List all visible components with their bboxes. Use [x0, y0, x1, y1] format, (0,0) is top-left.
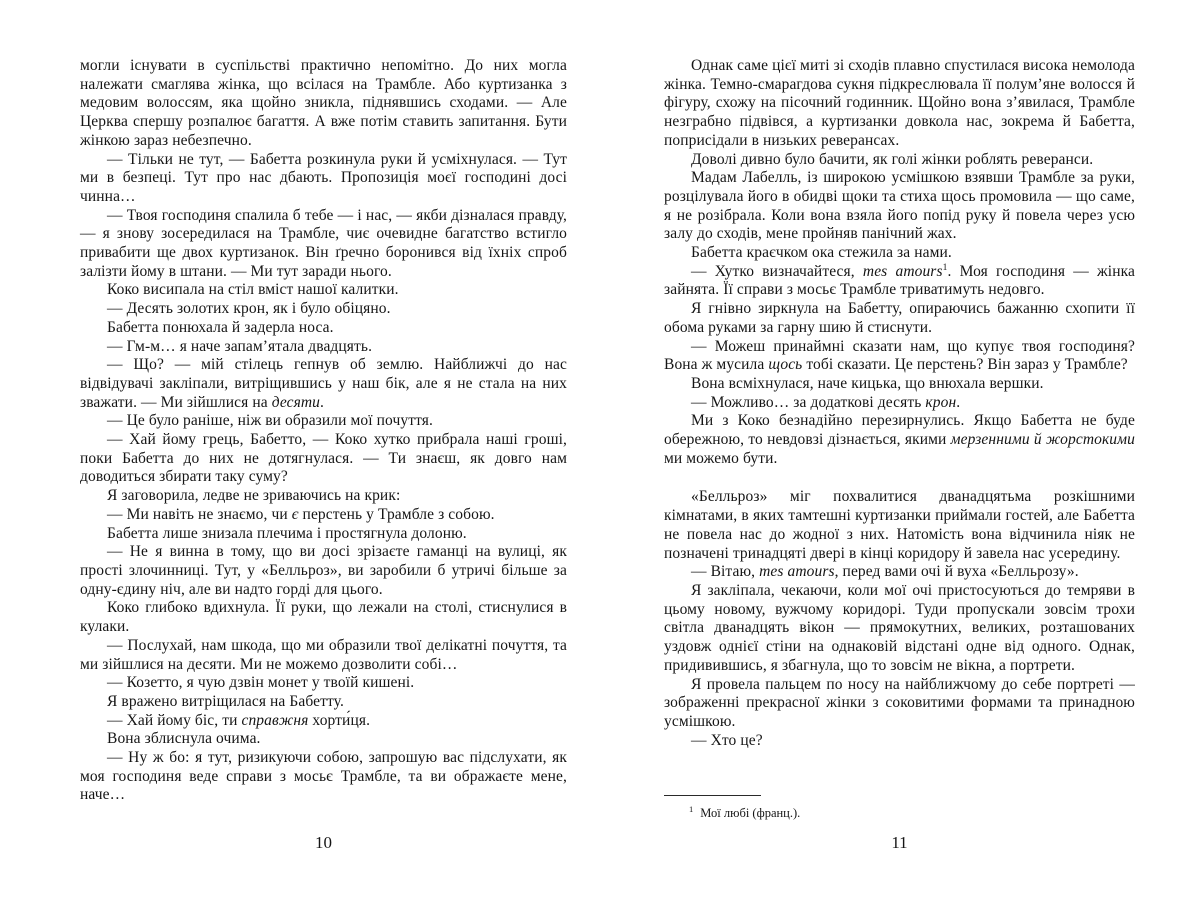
text-segment: . Моя господиня — жінка зайнята. Її справи з мосьє Трамбле триватимуть недовго.: [664, 262, 1135, 299]
paragraph: [80, 338, 567, 357]
left-page-text-column: [80, 57, 567, 805]
text-segment: Ми з Коко безнадійно перезирнулись. Якщо Бабетта не буде обережною, то невдовзі дізнається, якими: [664, 412, 1135, 449]
emphasis-text: mes amours: [862, 262, 943, 280]
text-segment: ми можемо бути.: [664, 449, 778, 467]
text-segment: Я вражено витріщилася на Бабетту.: [107, 692, 344, 710]
text-segment: тобі сказати. Це перстень? Він зараз у Трамбле?: [802, 356, 1128, 374]
text-segment: — Гм-м… я наче запам’ятала двадцять.: [107, 337, 373, 355]
paragraph: [80, 749, 567, 805]
right-page-text-column: [664, 57, 1135, 750]
footnote-text: Мої любі (франц.).: [700, 806, 801, 820]
paragraph: [664, 582, 1135, 676]
paragraph: [80, 730, 567, 749]
text-segment: Коко глибоко вдихнула. Її руки, що лежали на столі, стиснулися в кулаки.: [80, 599, 567, 636]
paragraph: [80, 487, 567, 506]
paragraph: [664, 676, 1135, 732]
text-segment: Бабетта понюхала й задерла носа.: [107, 318, 334, 336]
paragraph: [80, 356, 567, 412]
text-segment: Мадам Лабелль, із широкою усмішкою взявши Трамбле за руки, розцілувала його в обидві щоки та стиха щось промовила — що саме, я не розібрала. Коли вона взяла його попід руку й повела через усю залу до сходів, мене пройняв панічний жах.: [664, 169, 1135, 243]
text-segment: — Ми навіть не знаємо, чи: [107, 505, 292, 523]
footnote-ref: 1: [942, 262, 948, 273]
paragraph: [664, 300, 1135, 337]
paragraph: [664, 732, 1135, 751]
emphasis-text: десяти: [271, 393, 321, 411]
text-segment: — Можливо… за додаткові десять: [691, 393, 926, 411]
emphasis-text: справжня: [241, 711, 309, 729]
paragraph: [80, 506, 567, 525]
text-segment: Однак саме цієї миті зі сходів плавно спустилася висока немолода жінка. Темно-смарагдова сукня підкреслювала її полум’яне волосся й фігуру, схожу на пісочний годинник. Щойно вона з’явилася, Трамбле незграбно підвівся, а куртизанки довкола нас, зокрема й Бабетта, поприсідали в низьких реверансах.: [664, 57, 1135, 149]
paragraph: [80, 431, 567, 487]
text-segment: — Хто це?: [691, 731, 763, 749]
paragraph: [664, 151, 1135, 170]
text-segment: Я закліпала, чекаючи, коли мої очі пристосуються до темряви в цьому новому, вужчому коридорі. Туди пропускали зовсім трохи світла дванадцять вікон — прямокутних, великих, розташованих уздовж однієї стіни на однаковій відстані одне від одного. Однак, придивившись, я збагнула, що то зовсім не вікна, а портрети.: [664, 581, 1135, 674]
footnote-divider: [664, 795, 761, 796]
text-segment: — Ну ж бо: я тут, ризикуючи собою, запрошую вас підслухати, як моя господиня веде справи з мосьє Трамбле, та ви ображаєте мене, наче…: [80, 749, 567, 804]
text-segment: Доволі дивно було бачити, як голі жінки роблять реверанси.: [691, 150, 1094, 168]
paragraph: [664, 57, 1135, 151]
text-segment: — Десять золотих крон, як і було обіцяно.: [107, 300, 391, 318]
paragraph: [664, 563, 1135, 582]
emphasis-text: мерзенними й жорстокими: [950, 431, 1136, 449]
footnote-block: [664, 795, 1135, 821]
paragraph: [80, 151, 567, 207]
text-segment: — Можеш принаймні сказати нам, що купує твоя господиня? Вона ж мусила: [664, 337, 1135, 374]
paragraph: [80, 412, 567, 431]
text-segment: Вона всміхнулася, наче кицька, що внюхала вершки.: [691, 374, 1044, 392]
paragraph: [80, 693, 567, 712]
paragraph: [664, 338, 1135, 375]
paragraph: [80, 319, 567, 338]
paragraph: [80, 712, 567, 731]
emphasis-text: є: [291, 505, 299, 523]
paragraph: [80, 281, 567, 300]
text-segment: Вона зблиснула очима.: [107, 730, 261, 748]
text-segment: — Твоя господиня спалила б тебе — і нас, — якби дізналася правду, — я знову зосередилася на Трамбле, чиє очевидне багатство встигло привабити ще двох куртизанок. Він ґречно боронився від їхніх спроб залізти йому в штани. — Ми тут заради нього.: [80, 206, 567, 280]
text-segment: Я провела пальцем по носу на найближчому до себе портреті — зображенні прекрасної жінки з соковитими формами та принадною усмішкою.: [664, 675, 1135, 730]
paragraph: [664, 412, 1135, 468]
text-segment: — Послухай, нам шкода, що ми образили твої делікатні почуття, та ми зійшлися на десяти. Ми не можемо дозволити собі…: [80, 636, 567, 673]
text-segment: — Козетто, я чую дзвін монет у твоїй кишені.: [107, 674, 415, 692]
page-number-left: 10: [315, 833, 332, 852]
text-segment: — Хай йому грець, Бабетто, — Коко хутко прибрала наші гроші, поки Бабетта до них не дотягнулася. — Ти знаєш, як довго нам доводиться збирати таку суму?: [80, 431, 567, 486]
text-segment: Я гнівно зиркнула на Бабетту, опираючись бажанню схопити її обома руками за гарну шию й стиснути.: [664, 300, 1135, 336]
footnote: [664, 805, 1135, 821]
text-segment: Бабетта лише знизала плечима і простягнула долоню.: [107, 524, 467, 542]
paragraph: [80, 599, 567, 636]
text-segment: , перед вами очі й вуха «Белльрозу».: [834, 563, 1079, 581]
text-segment: Бабетта краєчком ока стежила за нами.: [691, 244, 952, 262]
text-segment: перстень у Трамбле з собою.: [298, 505, 495, 523]
emphasis-text: щось: [768, 356, 803, 374]
paragraph: [80, 674, 567, 693]
text-segment: — Що? — мій стілець гепнув об землю. Найближчі до нас відвідувачі закліпали, витріщившись у наш бік, але я не стала на них зважати. — Ми зійшлися на: [80, 356, 567, 411]
paragraph: [664, 375, 1135, 394]
emphasis-text: mes amours: [759, 563, 835, 581]
text-segment: — Хутко визначайтеся,: [691, 262, 863, 280]
paragraph: [80, 300, 567, 319]
text-segment: — Це було раніше, ніж ви образили мої почуття.: [107, 412, 433, 430]
paragraph: [664, 169, 1135, 244]
paragraph: [80, 543, 567, 599]
page-right: [600, 0, 1200, 900]
paragraph: [664, 244, 1135, 263]
paragraph: [80, 207, 567, 282]
paragraph: [664, 488, 1135, 563]
footnote-marker: 1: [689, 803, 694, 814]
paragraph: [664, 263, 1135, 300]
text-segment: — Хай йому біс, ти: [107, 711, 242, 729]
emphasis-text: крон: [925, 393, 957, 411]
paragraph: [80, 57, 567, 151]
paragraph: [80, 525, 567, 544]
text-segment: «Белльроз» міг похвалитися дванадцятьма розкішними кімнатами, в яких тамтешні куртизанки приймали гостей, але Бабетта не повела нас до жодної з них. Натомість вона відчинила ніяк не позначені тринадцяті двері в кінці коридору й завела нас усередину.: [664, 488, 1135, 562]
text-segment: .: [320, 393, 325, 411]
text-segment: хорти́ця.: [308, 711, 371, 729]
text-segment: — Не я винна в тому, що ви досі зрізаєте гаманці на вулиці, як прості злочинниці. Тут, у «Белльроз», ви заробили б утричі більше за одну-єдину ніч, але ви надто горді для цього.: [80, 543, 567, 598]
text-segment: могли існувати в суспільстві практично непомітно. До них могла належати смаглява жінка, що всілася на Трамбле. Або куртизанка з медовим волоссям, яка щойно зникла, піднявшись сходами. — Але Церква спершу розпалює багаття. А вже потім ставить запитання. Бути жінкою зараз небезпечно.: [80, 57, 567, 149]
paragraph: [80, 637, 567, 674]
page-number-right: 11: [891, 833, 908, 852]
text-segment: Коко висипала на стіл вміст нашої калитки.: [107, 281, 399, 299]
text-segment: .: [956, 393, 961, 411]
text-segment: Я заговорила, ледве не зриваючись на крик:: [107, 487, 401, 505]
paragraph: [664, 394, 1135, 413]
text-segment: — Вітаю,: [691, 563, 760, 581]
text-segment: — Тільки не тут, — Бабетта розкинула руки й усміхнулася. — Тут ми в безпеці. Тут про нас дбають. Пропозиція моєї господині досі чинна…: [80, 150, 567, 205]
